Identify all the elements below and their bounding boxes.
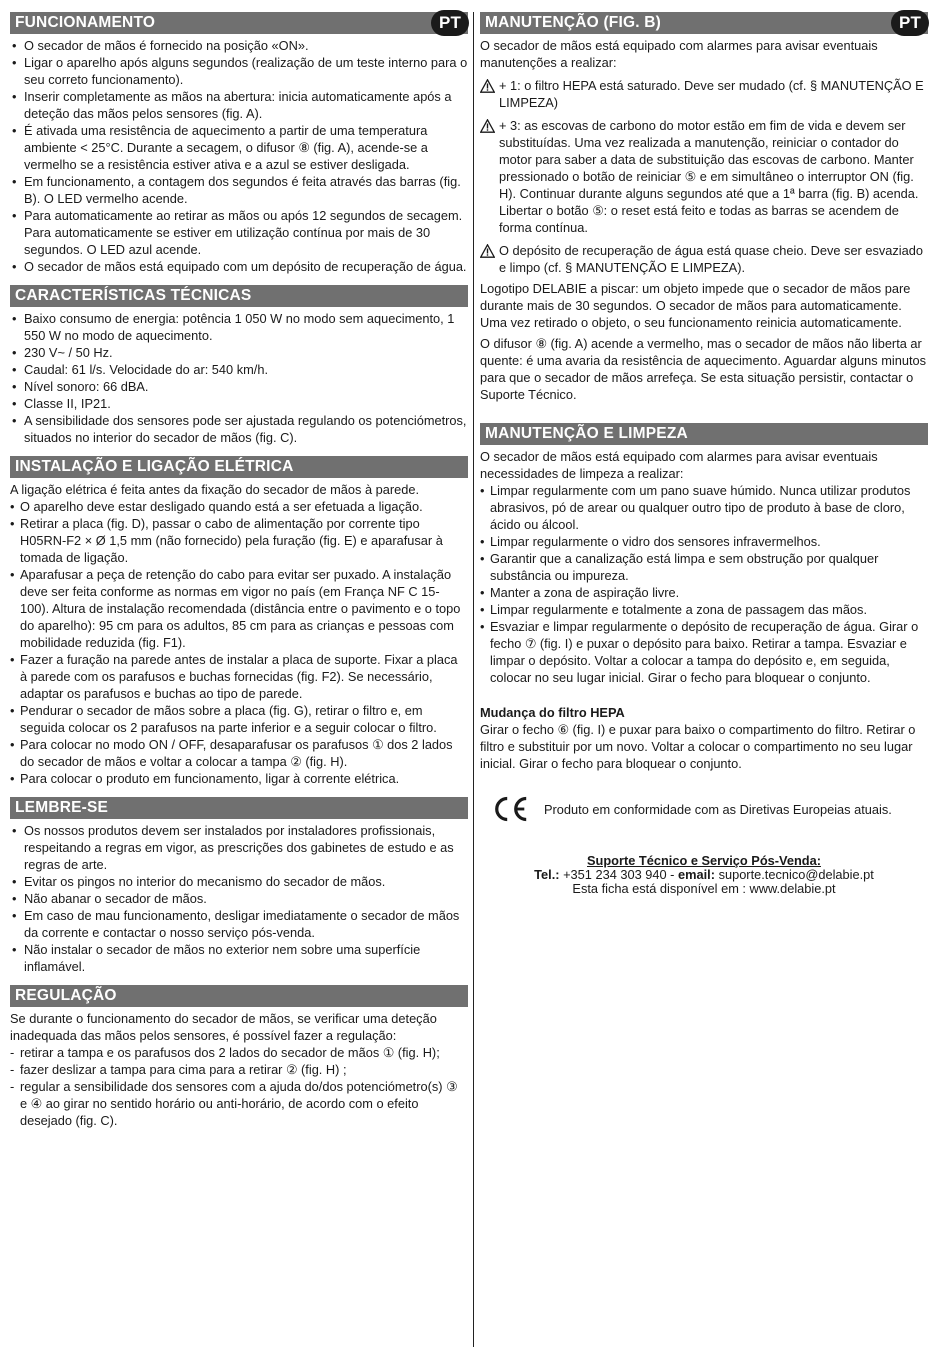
list-item: • Esvaziar e limpar regularmente o depósito de recuperação de água. Girar o fecho ⑦ (fig. I) e puxar o depósito para baixo. Retirar a tampa. Esvaziar e limpar o depósito. Voltar a colocar a tampa do depósito e, em seguida, colocar no seu lugar inicial. Girar o fecho para bloquear o conjunto. [480,618,928,686]
section-header-lembre: LEMBRE-SE [10,797,468,819]
funcionamento-list [10,37,468,275]
support-contact: Tel.: +351 234 303 940 - email: suporte.tecnico@delabie.pt [534,867,874,882]
list-item: • Em caso de mau funcionamento, desligar imediatamente o secador de mãos da corrente e contactar o nosso serviço pós-venda. [10,907,468,941]
list-item: • Para automaticamente ao retirar as mãos ou após 12 segundos de secagem. Para automaticamente se estiver em utilização contínua por mais de 30 segundos. O LED azul acende. [10,207,468,258]
ce-mark-icon [492,794,530,824]
delabie-logo-paragraph: Logotipo DELABIE a piscar: um objeto impede que o secador de mãos pare durante mais de 30 segundos. O secador de mãos para automaticamente. Uma vez retirado o objeto, o seu funcionamento reinicia automaticamente. [480,281,911,330]
list-item: • Evitar os pingos no interior do mecanismo do secador de mãos. [10,873,468,890]
instalacao-list [10,498,468,787]
list-item: • A sensibilidade dos sensores pode ser ajustada regulando os potenciómetros, situados no interior do secador de mãos (fig. C). [10,412,468,446]
list-item: • Inserir completamente as mãos na abertura: inicia automaticamente após a deteção das mãos pelos sensores (fig. A). [10,88,468,122]
left-column [10,12,468,1129]
regulacao-list [10,1044,468,1129]
difusor-paragraph: O difusor ⑧ (fig. A) acende a vermelho, mas o secador de mãos não liberta ar quente: é uma avaria da resistência de aquecimento. Aguardar alguns minutos para que o secador de mãos arrefeça. Se esta situação persistir, contactar o Suporte Técnico. [480,336,927,402]
section-header-manutencao-fig-b: MANUTENÇÃO (FIG. B) PT [480,12,928,34]
list-item: • Nível sonoro: 66 dBA. [10,378,468,395]
list-item: • Aparafusar a peça de retenção do cabo para evitar ser puxado. A instalação deve ser feita conforme as normas em vigor no país (em França NF C 15-100). Altura de instalação recomendada (distância entre o pavimento e o topo do aparelho): 95 cm para os adultos, 85 cm para as crianças e pessoas com mobilidade reduzida (fig. F1). [10,566,468,651]
list-item: • Para colocar no modo ON / OFF, desaparafusar os parafusos ① dos 2 lados do secador de mãos e voltar a colocar a tampa ② (fig. H). [10,736,468,770]
manutencao-intro: O secador de mãos está equipado com alarmes para avisar eventuais manutenções a realizar: [480,38,878,70]
list-item: • Limpar regularmente com um pano suave húmido. Nunca utilizar produtos abrasivos, pó de arear ou qualquer outro tipo de produto à base de cloro, ácido ou álcool. [480,482,928,533]
list-item: - retirar a tampa e os parafusos dos 2 lados do secador de mãos ① (fig. H); [10,1044,468,1061]
list-item: • 230 V~ / 50 Hz. [10,344,468,361]
regulacao-intro: Se durante o funcionamento do secador de mãos, se verificar uma deteção inadequada das mãos pelos sensores, é possível fazer a regulação: [10,1011,437,1043]
list-item: - regular a sensibilidade dos sensores com a ajuda do/dos potenciómetro(s) ③ e ④ ao girar no sentido horário ou anti-horário, de acordo com o efeito desejado (fig. C). [10,1078,468,1129]
ce-conformity [492,794,928,824]
support-email[interactable]: suporte.tecnico@delabie.pt [718,867,874,882]
list-item: • Em funcionamento, a contagem dos segundos é feita através das barras (fig. B). O LED vermelho acende. [10,173,468,207]
column-divider [473,12,474,1347]
support-title: Suporte Técnico e Serviço Pós-Venda: [587,853,821,868]
hepa-filter-text: Girar o fecho ⑥ (fig. I) e puxar para baixo o compartimento do filtro. Retirar o filtro e substituir por um novo. Voltar a colocar o compartimento no seu lugar inicial. Girar o fecho para bloquear o conjunto. [480,722,916,771]
section-header-regulacao: REGULAÇÃO [10,985,468,1007]
ce-text: Produto em conformidade com as Diretivas Europeias atuais. [544,801,892,817]
list-item: • Manter a zona de aspiração livre. [480,584,928,601]
language-badge: PT [431,10,469,36]
right-column [480,12,928,896]
hepa-filter-title: Mudança do filtro HEPA [480,705,625,720]
warning-item: + 1: o filtro HEPA está saturado. Deve ser mudado (cf. § MANUTENÇÃO E LIMPEZA) [480,77,928,111]
list-item: • Limpar regularmente o vidro dos sensores infravermelhos. [480,533,928,550]
section-header-manutencao-limpeza: MANUTENÇÃO E LIMPEZA [480,423,928,445]
list-item: • O secador de mãos está equipado com um depósito de recuperação de água. [10,258,468,275]
warning-icon [480,244,495,258]
warning-item: + 3: as escovas de carbono do motor estão em fim de vida e devem ser substituídas. Uma vez realizada a manutenção, reiniciar o contador do motor para saber a data de substituição das escovas de carbono. Manter pressionado o botão de reiniciar ⑤ e em simultâneo o interruptor ON (fig. H). Continuar durante alguns segundos até que a 1ª barra (fig. B) acenda. Libertar o botão ⑤: o reset está feito e todas as barras se acendem de forma contínua. [480,117,928,236]
warning-item: O depósito de recuperação de água está quase cheio. Deve ser esvaziado e limpo (cf. § MANUTENÇÃO E LIMPEZA). [480,242,928,276]
language-badge: PT [891,10,929,36]
list-item: • O secador de mãos é fornecido na posição «ON». [10,37,468,54]
list-item: • Limpar regularmente e totalmente a zona de passagem das mãos. [480,601,928,618]
list-item: • Baixo consumo de energia: potência 1 050 W no modo sem aquecimento, 1 550 W no modo de aquecimento. [10,310,468,344]
support-block [480,854,928,896]
list-item: • Classe II, IP21. [10,395,468,412]
list-item: • Caudal: 61 l/s. Velocidade do ar: 540 km/h. [10,361,468,378]
lembre-list [10,822,468,975]
list-item: • É ativada uma resistência de aquecimento a partir de uma temperatura ambiente < 25°C. Durante a secagem, o difusor ⑧ (fig. A), acende-se a vermelho se a resistência estiver ativa e a azul se estiver desligada. [10,122,468,173]
list-item: • Os nossos produtos devem ser instalados por instaladores profissionais, respeitando a regras em vigor, as prescrições dos gabinetes de estudo e as regras de arte. [10,822,468,873]
list-item: • Não instalar o secador de mãos no exterior nem sobre uma superfície inflamável. [10,941,468,975]
limpeza-intro: O secador de mãos está equipado com alarmes para avisar eventuais necessidades de limpeza a realizar: [480,449,878,481]
limpeza-list [480,482,928,686]
caracteristicas-list [10,310,468,446]
section-header-instalacao: INSTALAÇÃO E LIGAÇÃO ELÉTRICA [10,456,468,478]
list-item: • Retirar a placa (fig. D), passar o cabo de alimentação por corrente tipo H05RN-F2 × Ø 1,5 mm (não fornecido) pela furação (fig. E) e aparafusar à tomada de ligação. [10,515,468,566]
section-header-funcionamento: FUNCIONAMENTO PT [10,12,468,34]
list-item: • Fazer a furação na parede antes de instalar a placa de suporte. Fixar a placa à parede com os parafusos e buchas fornecidas (fig. F2). Se necessário, adaptar os parafusos e buchas ao tipo de parede. [10,651,468,702]
support-sheet-link[interactable]: Esta ficha está disponível em : www.delabie.pt [572,881,836,896]
list-item: • Pendurar o secador de mãos sobre a placa (fig. G), retirar o filtro e, em seguida colocar os 2 parafusos na parte inferior e a seguir colocar o filtro. [10,702,468,736]
list-item: - fazer deslizar a tampa para cima para a retirar ② (fig. H) ; [10,1061,468,1078]
section-header-caracteristicas: CARACTERÍSTICAS TÉCNICAS [10,285,468,307]
list-item: • Garantir que a canalização está limpa e sem obstrução por qualquer substância ou impureza. [480,550,928,584]
support-phone[interactable]: +351 234 303 940 [563,867,667,882]
list-item: • Ligar o aparelho após alguns segundos (realização de um teste interno para o seu correto funcionamento). [10,54,468,88]
list-item: • Não abanar o secador de mãos. [10,890,468,907]
list-item: • O aparelho deve estar desligado quando está a ser efetuada a ligação. [10,498,468,515]
warning-icon [480,119,495,133]
warning-icon [480,79,495,93]
list-item: • Para colocar o produto em funcionamento, ligar à corrente elétrica. [10,770,468,787]
instalacao-intro: A ligação elétrica é feita antes da fixação do secador de mãos à parede. [10,482,420,497]
